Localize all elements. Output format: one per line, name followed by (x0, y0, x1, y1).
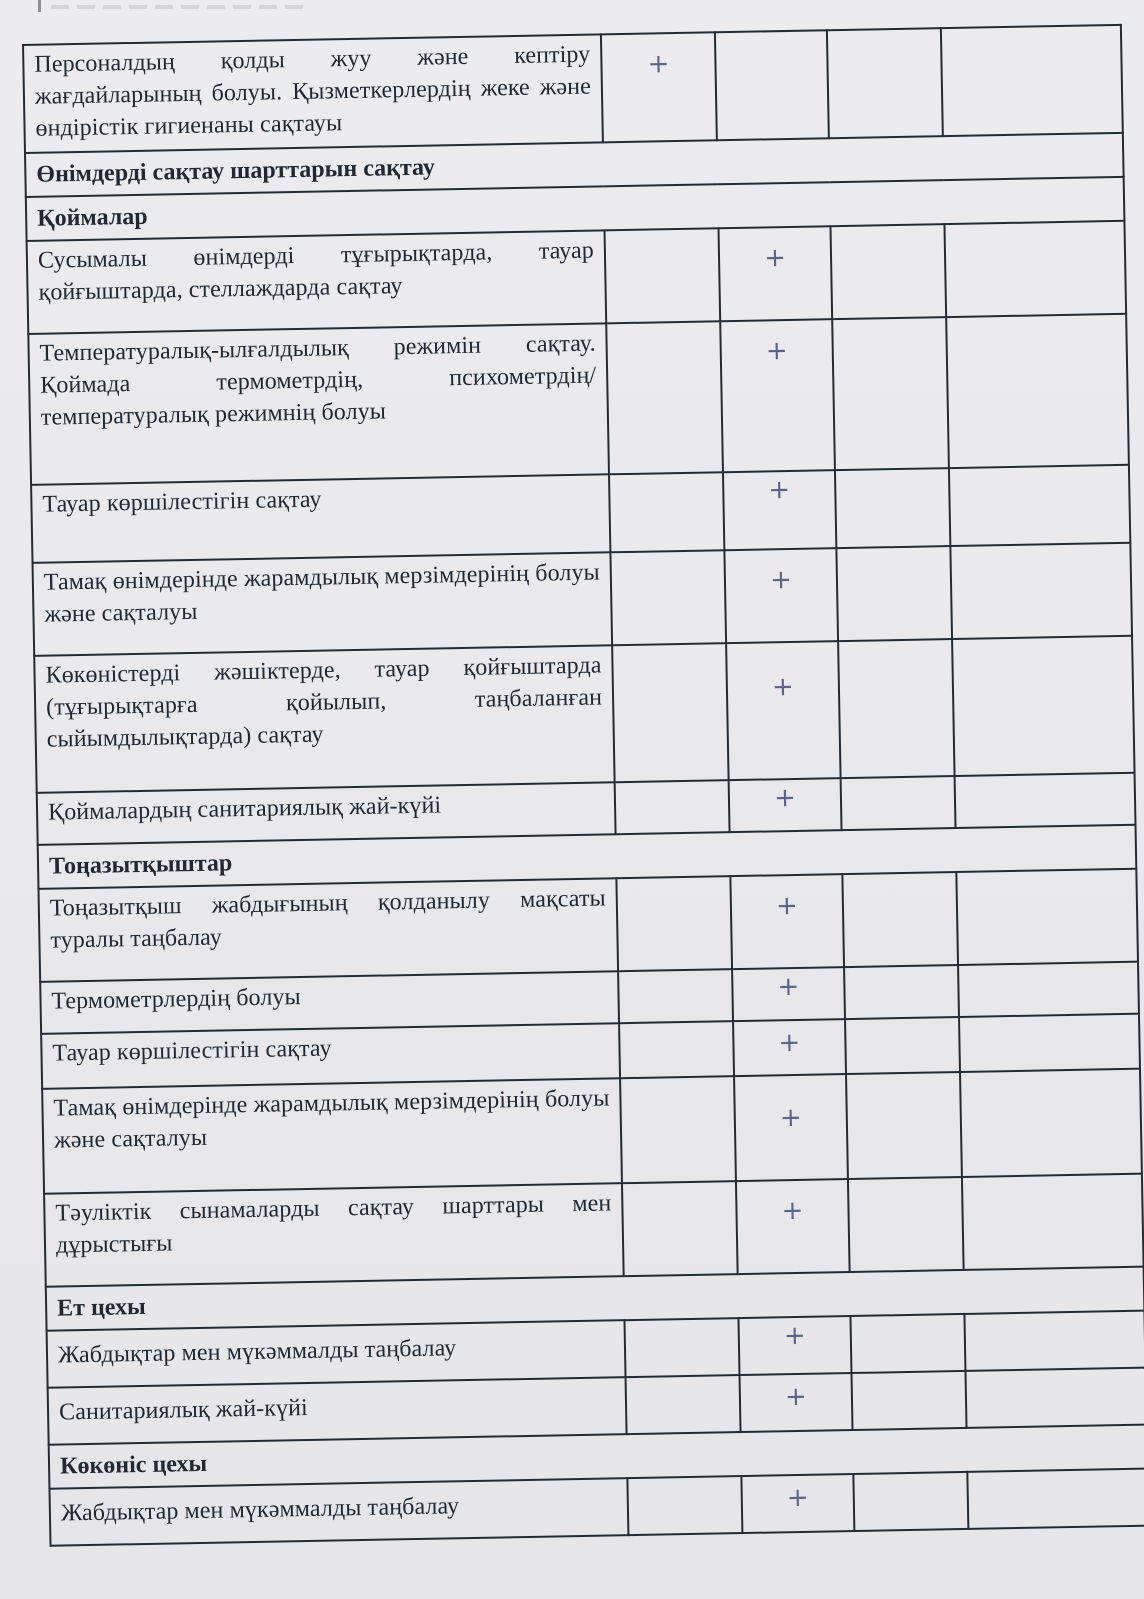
empty-cell (960, 1069, 1142, 1177)
criterion-text: Тауар көршілестігін сақтау (31, 474, 610, 563)
empty-cell (835, 468, 950, 548)
empty-cell (838, 639, 954, 778)
empty-cell (627, 1476, 742, 1535)
empty-cell (851, 1371, 966, 1430)
criterion-text: Тамақ өнімдерінде жарамдылық мерзімдерінің болуы және сақталуы (33, 552, 613, 656)
empty-cell (605, 228, 721, 323)
mark-cell: + (724, 548, 838, 643)
criterion-text: Санитариялық жай-күйі (48, 1377, 627, 1445)
empty-cell (612, 643, 728, 782)
empty-cell (616, 876, 732, 971)
mark-cell: + (718, 226, 832, 321)
mark-cell: + (723, 470, 836, 550)
section-title: Қоймалар (26, 177, 1125, 241)
empty-cell (952, 636, 1134, 776)
table-row (23, 25, 1123, 153)
table-row (34, 636, 1134, 793)
empty-cell (619, 1021, 734, 1078)
mark-cell: + (726, 641, 840, 780)
empty-cell (950, 543, 1132, 639)
criterion-text: Тоңазытқыш жабдығының қолданылу мақсаты туралы таңбалау (38, 878, 618, 982)
checklist-table (22, 24, 1144, 1547)
section-title: Тоңазытқыштар (38, 825, 1137, 889)
mark-cell: + (741, 1474, 854, 1533)
criterion-text: Тәуліктік сынамаларды сақтау шарттары мен дұрыстығы (44, 1183, 624, 1287)
empty-cell (606, 321, 723, 474)
criterion-text: Қоймалардың санитариялық жай-күйі (37, 782, 616, 845)
empty-cell (832, 317, 949, 470)
empty-cell (830, 224, 946, 319)
section-title: Өнімдерді сақтау шарттарын сақтау (25, 133, 1124, 197)
criterion-text: Тамақ өнімдерінде жарамдылық мерзімдерінің болуы және сақталуы (42, 1078, 622, 1194)
empty-cell (615, 780, 730, 834)
criterion-text: Персоналдың қолды жуу және кептіру жағдайларының болуы. Қызметкерлердің жеке және өндірістік гигиенаны сақтауы (23, 34, 603, 153)
mark-cell: + (601, 32, 717, 142)
empty-cell (850, 1314, 965, 1373)
section-title: Ет цехы (46, 1267, 1144, 1331)
criterion-text: Тауар көршілестігін сақтау (41, 1023, 620, 1089)
mark-cell: + (738, 1316, 851, 1375)
empty-cell (827, 28, 943, 138)
empty-cell (941, 25, 1123, 136)
criterion-text: Жабдықтар мен мүкәммалды таңбалау (47, 1320, 626, 1388)
checklist-sheet (22, 24, 1144, 1527)
empty-cell (626, 1375, 741, 1434)
table-row (42, 1069, 1142, 1194)
cut-off-header-fragment (38, 0, 341, 12)
empty-cell (964, 1311, 1144, 1371)
empty-cell (844, 965, 959, 1019)
empty-cell (842, 872, 958, 967)
criterion-text: Сусымалы өнімдерді тұғырықтарда, тауар қойғыштарда, стеллаждарда сақтау (27, 230, 607, 334)
mark-cell: + (734, 1074, 848, 1181)
mark-cell: + (733, 1019, 846, 1076)
empty-cell (853, 1472, 968, 1531)
empty-cell (967, 1469, 1144, 1529)
empty-cell (956, 869, 1138, 965)
empty-cell (609, 472, 724, 552)
mark-cell: + (729, 778, 842, 832)
empty-cell (959, 1014, 1140, 1072)
empty-cell (958, 962, 1139, 1017)
criterion-text: Температуралық-ылғалдылық режимін сақтау. Қоймада термометрдің, психометрдің/температуралық режимнің болуы (28, 323, 609, 485)
empty-cell (846, 1072, 962, 1179)
empty-cell (624, 1318, 739, 1377)
empty-cell (845, 1017, 960, 1074)
empty-cell (965, 1368, 1144, 1428)
empty-cell (944, 221, 1126, 317)
empty-cell (620, 1076, 736, 1183)
table-row (28, 314, 1129, 485)
criterion-text: Термометрлердің болуы (40, 971, 619, 1034)
empty-cell (618, 969, 733, 1023)
criterion-text: Жабдықтар мен мүкәммалды таңбалау (49, 1478, 628, 1546)
mark-cell: + (740, 1373, 853, 1432)
criterion-text: Көкөністерді жәшіктерде, тауар қойғыштарда (тұғырықтарға қойылып, таңбаланған сыйымдылықтарда) сақтау (34, 645, 614, 793)
empty-cell (841, 776, 956, 830)
empty-cell (955, 773, 1136, 828)
empty-cell (962, 1174, 1144, 1270)
mark-cell: + (736, 1179, 850, 1274)
empty-cell (610, 550, 726, 645)
empty-cell (836, 546, 952, 641)
mark-cell: + (720, 319, 835, 472)
mark-cell: + (730, 874, 844, 969)
empty-cell (949, 465, 1130, 546)
empty-cell (848, 1177, 964, 1272)
empty-cell (715, 30, 829, 140)
mark-cell: + (732, 967, 845, 1021)
empty-cell (622, 1181, 738, 1276)
empty-cell (946, 314, 1129, 468)
section-title: Көкөніс цехы (49, 1425, 1144, 1489)
